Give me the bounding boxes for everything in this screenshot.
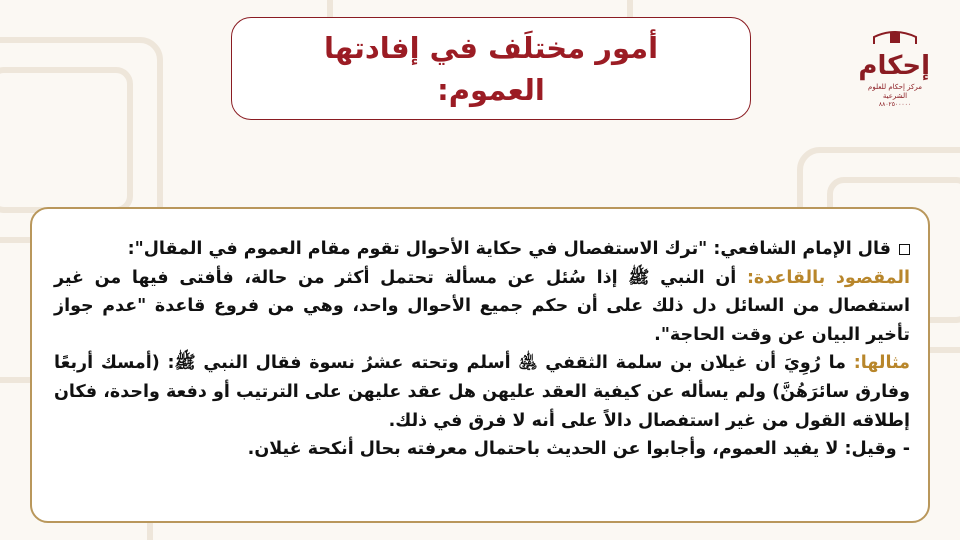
meaning-label: المقصود بالقاعدة: bbox=[746, 267, 910, 288]
logo-name: إحكام bbox=[858, 51, 930, 81]
paragraph-shafii-rule bbox=[54, 235, 910, 264]
logo-arch-icon bbox=[860, 31, 930, 45]
shafii-rule-text: قال الإمام الشافعي: "ترك الاستفصال في حكاية الأحوال تقوم مقام العموم في المقال": bbox=[127, 239, 891, 259]
content-box bbox=[30, 207, 930, 523]
title-line2: العموم: bbox=[437, 72, 545, 107]
example-text: ما رُوِيَ أن غيلان بن سلمة الثقفي ﵁ أسلم وتحته عشرُ نسوة فقال النبي ﷺ: (أمسك أربعًا وفارق سائرَهُنَّ) ولم يسأله عن كيفية العقد عليهن هل عقد عليهن على الترتيب أو دفعة واحدة، فكان إطلاقه القول من غير استفصال دالاً على أنه لا فرق في ذلك. bbox=[54, 353, 910, 431]
logo-subtitle: مركز إحكام للعلوم الشرعية bbox=[868, 83, 922, 100]
meaning-text: أن النبي ﷺ إذا سُئل عن مسألة تحتمل أكثر من حالة، فأفتى فيها من غير استفصال من السائل دل ذلك على أن حكم جميع الأحوال واحد، وهي من فروع قاعدة "عدم جواز تأخير البيان عن وقت الحاجة". bbox=[54, 267, 910, 345]
paragraph-opposing-view: - وقيل: لا يفيد العموم، وأجابوا عن الحديث باحتمال معرفته بحال أنكحة غيلان. bbox=[247, 439, 910, 460]
title-line1: أمور مختلَف في إفادتها bbox=[323, 30, 659, 65]
title-box bbox=[231, 17, 751, 120]
paragraph-meaning bbox=[54, 264, 910, 350]
logo-phone: ٨٨٠٢٥٠٠٠٠٠ bbox=[878, 101, 912, 108]
example-label: مثالها: bbox=[853, 353, 910, 374]
checkbox-bullet-icon bbox=[899, 244, 910, 255]
logo bbox=[858, 30, 930, 108]
paragraph-example bbox=[54, 349, 910, 435]
